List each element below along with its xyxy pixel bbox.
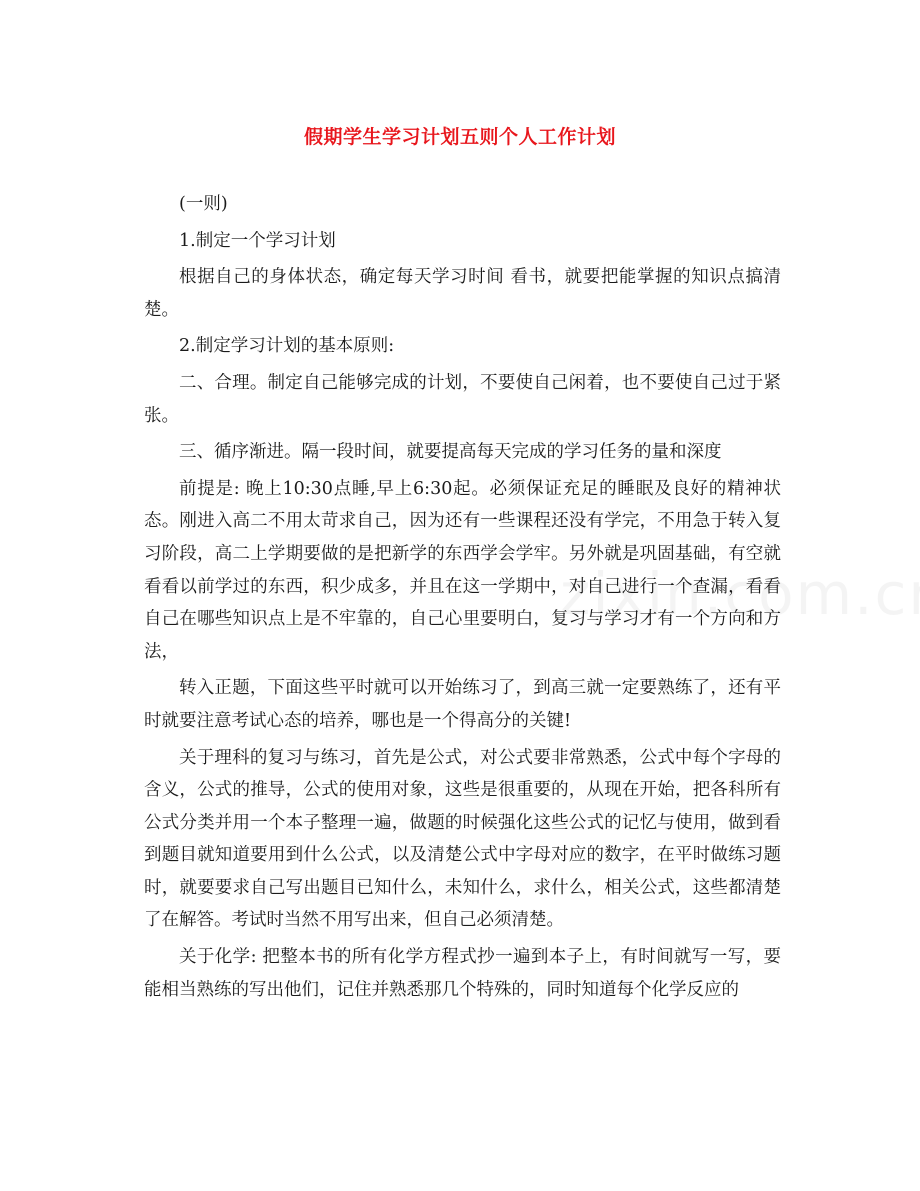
paragraph: 三、循序渐进。隔一段时间，就要提高每天完成的学习任务的量和深度 — [179, 442, 722, 463]
paragraph: 关于理科的复习与练习，首先是公式，对公式要非常熟悉，公式中每个字母的含义，公式的推导，公式的使用对象，这些是很重要的，从现在开始，把各科所有公式分类并用一个本子整理一遍，做题的时候强化这些公式的记忆与使用，做到看到题目就知道要用到什么公式，以及清楚公式中字母对应的数字，在平时做练习题时，就要要求自己写出题目已知什么，未知什么，求什么，相关公式，这些都清楚了在解答。考试时当然不用写出来，但自己必须清楚。 — [144, 747, 781, 931]
paragraph: 关于化学: 把整本书的所有化学方程式抄一遍到本子上，有时间就写一写，要能相当熟练的写出他们，记住并熟悉那几个特殊的，同时知道每个化学反应的 — [144, 947, 781, 1000]
paragraph: (一则) — [179, 194, 228, 214]
paragraph: 前提是: 晚上10:30点睡,早上6:30起。必须保证充足的睡眠及良好的精神状态。刚进入高二不用太苛求自己，因为还有一些课程还没有学完，不用急于转入复习阶段，高二上学期要做的是把新学的东西学会学牢。另外就是巩固基础，有空就看看以前学过的东西，积少成多，并且在这一学期中，对自己进行一个查漏，看看自己在哪些知识点上是不牢靠的，自己心里要明白，复习与学习才有一个方向和方法， — [144, 478, 781, 662]
paragraph: 根据自己的身体状态，确定每天学习时间 看书，就要把能掌握的知识点搞清楚。 — [144, 267, 781, 320]
paragraph: 2.制定学习计划的基本原则: — [179, 336, 395, 357]
paragraph: 二、合理。制定自己能够完成的计划，不要使自己闲着，也不要使自己过于紧张。 — [144, 372, 781, 426]
document-body — [144, 188, 781, 1010]
paragraph: 转入正题，下面这些平时就可以开始练习了，到高三就一定要熟练了，还有平时就要注意考试心态的培养，哪也是一个得高分的关键! — [144, 678, 781, 731]
paragraph: 1.制定一个学习计划 — [179, 230, 336, 251]
document-title: 假期学生学习计划五则个人工作计划 — [303, 126, 616, 148]
